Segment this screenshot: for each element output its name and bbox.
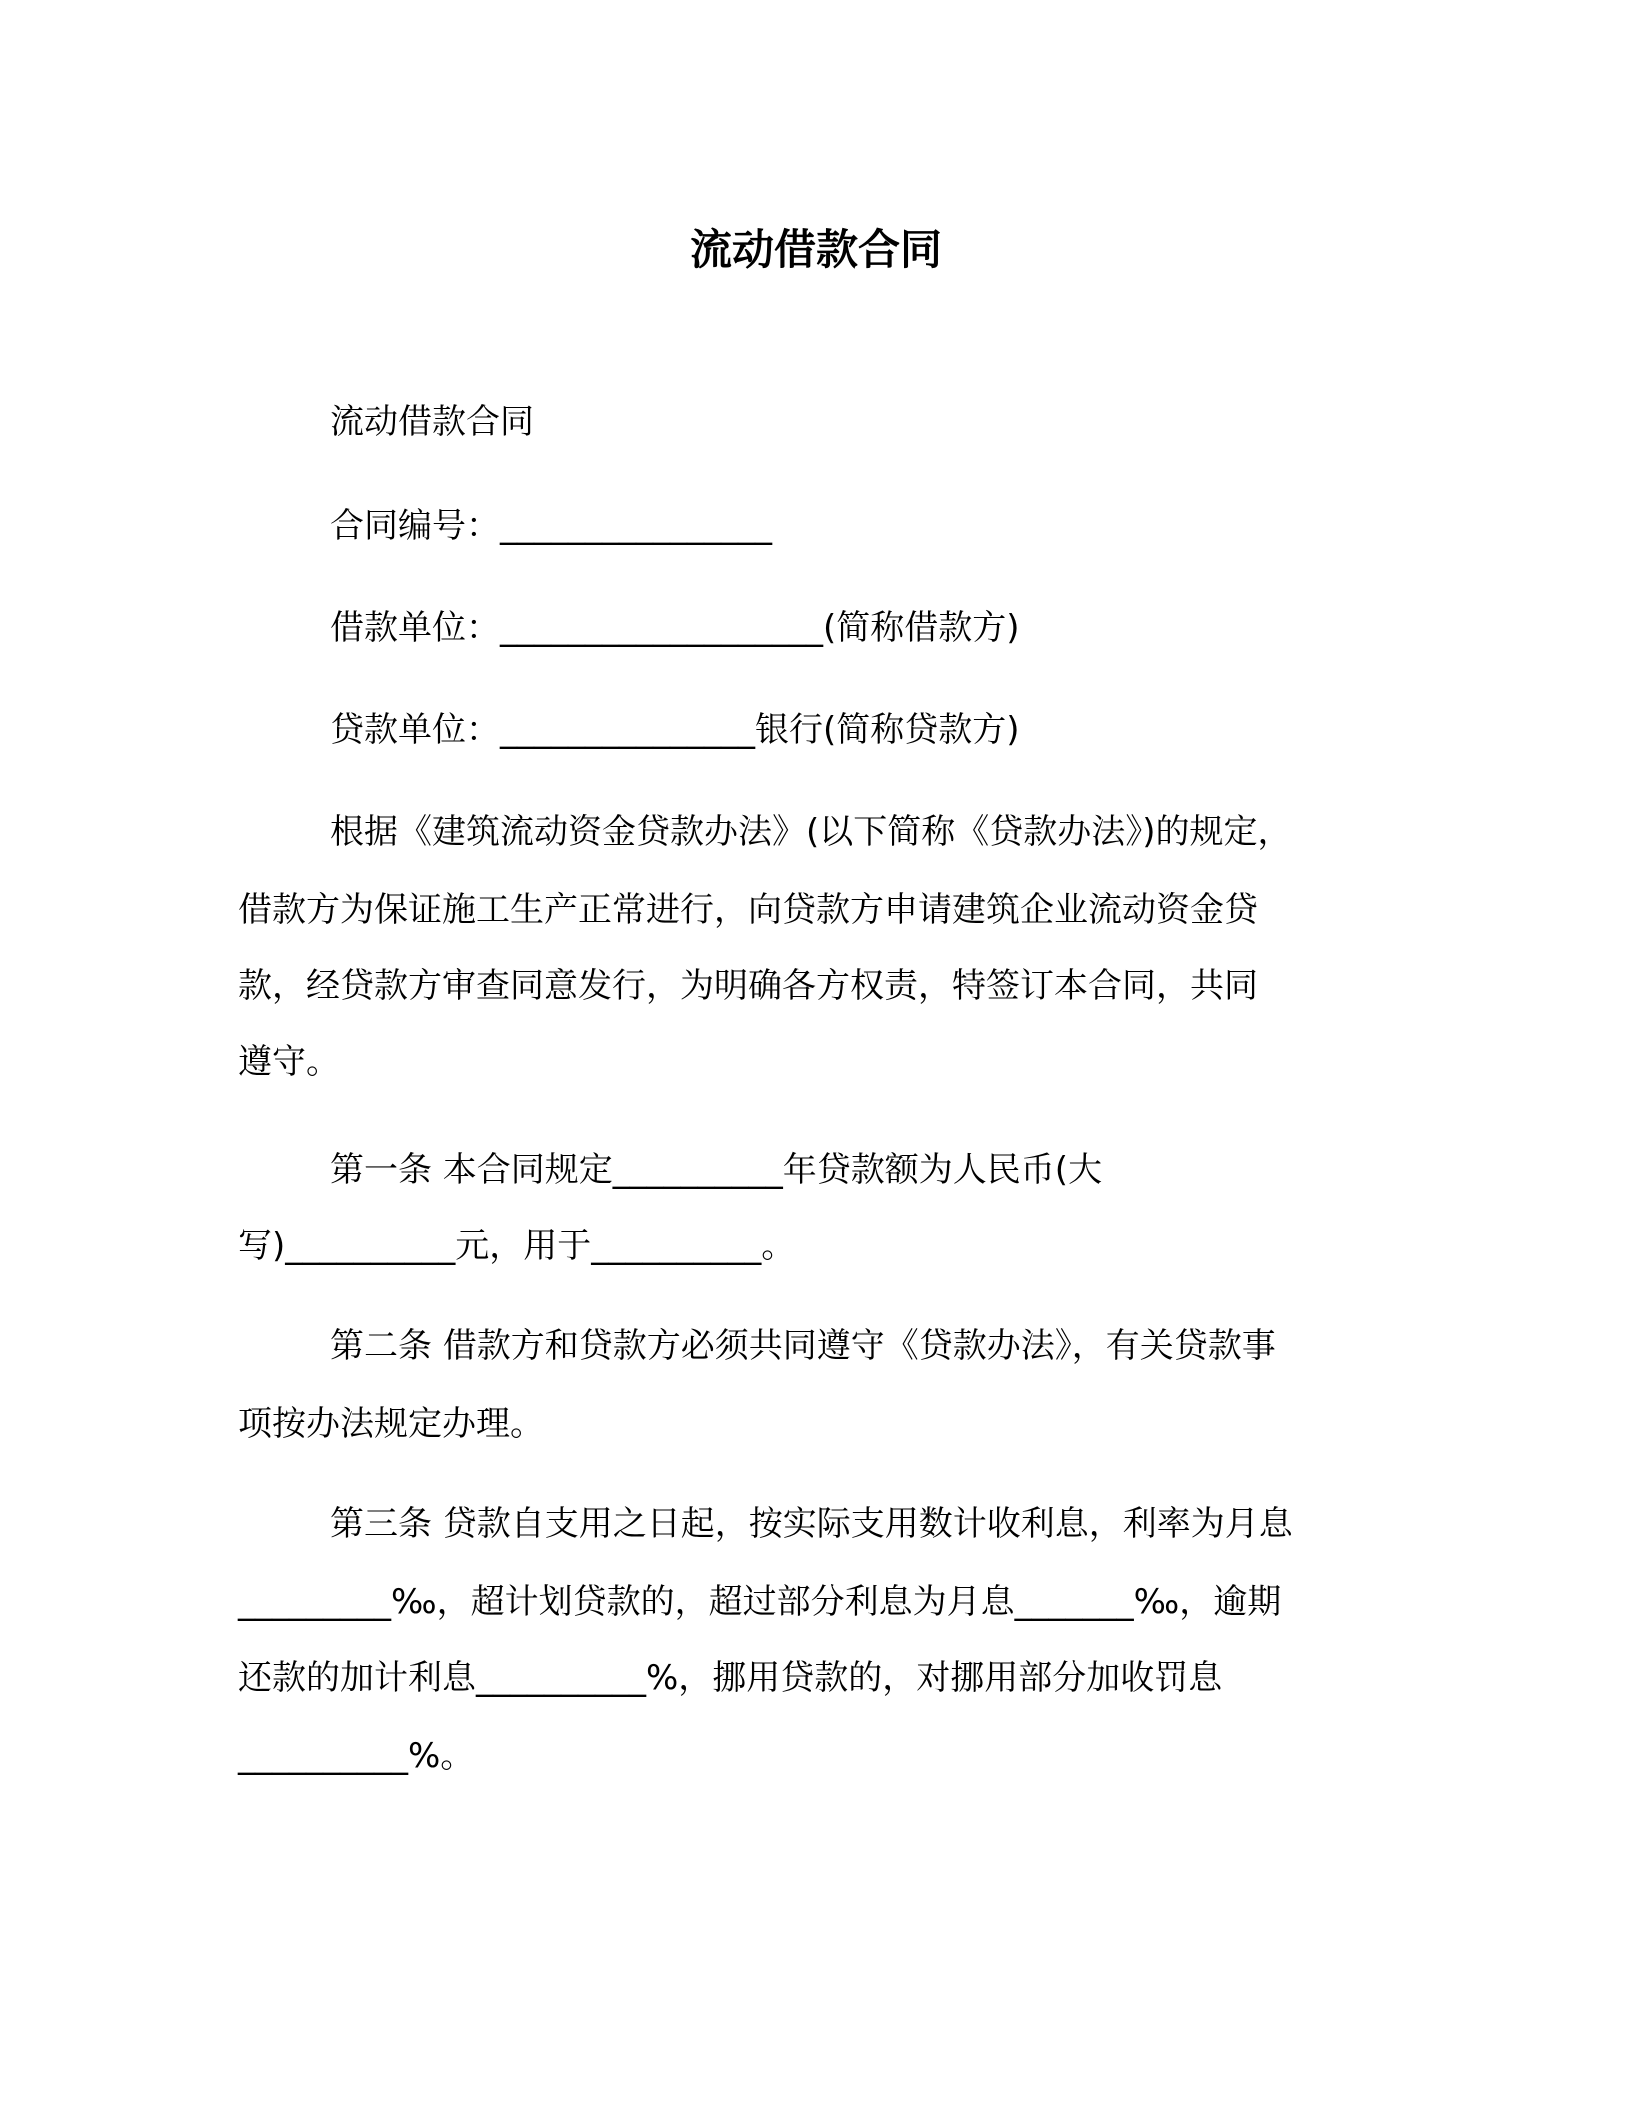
article-3-line: __________%。 bbox=[238, 1736, 475, 1776]
article-3-line: _________‰，超计划贷款的，超过部分利息为月息_______‰，逾期 bbox=[238, 1582, 1282, 1622]
article-3-line: 第三条 贷款自支用之日起，按实际支用数计收利息，利率为月息 bbox=[330, 1504, 1293, 1544]
article-1-line: 写)__________元，用于__________。 bbox=[238, 1226, 796, 1266]
article-3-line: 还款的加计利息__________%，挪用贷款的，对挪用部分加收罚息 bbox=[238, 1658, 1223, 1698]
contract-number-line: 合同编号：________________ bbox=[330, 506, 772, 546]
subtitle: 流动借款合同 bbox=[330, 402, 534, 442]
document-title: 流动借款合同 bbox=[689, 225, 942, 274]
preamble-line: 遵守。 bbox=[238, 1042, 340, 1082]
preamble-line: 借款方为保证施工生产正常进行，向贷款方申请建筑企业流动资金贷 bbox=[238, 890, 1258, 930]
preamble-line: 款，经贷款方审查同意发行，为明确各方权责，特签订本合同，共同 bbox=[238, 966, 1258, 1006]
article-1-line: 第一条 本合同规定__________年贷款额为人民币(大 bbox=[330, 1150, 1103, 1190]
article-2-line: 项按办法规定办理。 bbox=[238, 1404, 544, 1444]
article-2-line: 第二条 借款方和贷款方必须共同遵守《贷款办法》，有关贷款事 bbox=[330, 1326, 1276, 1366]
lender-line: 贷款单位：_______________银行(简称贷款方) bbox=[330, 710, 1020, 750]
preamble-line: 根据《建筑流动资金贷款办法》(以下简称《贷款办法》)的规定， bbox=[330, 812, 1292, 852]
borrower-line: 借款单位：___________________(简称借款方) bbox=[330, 608, 1020, 648]
